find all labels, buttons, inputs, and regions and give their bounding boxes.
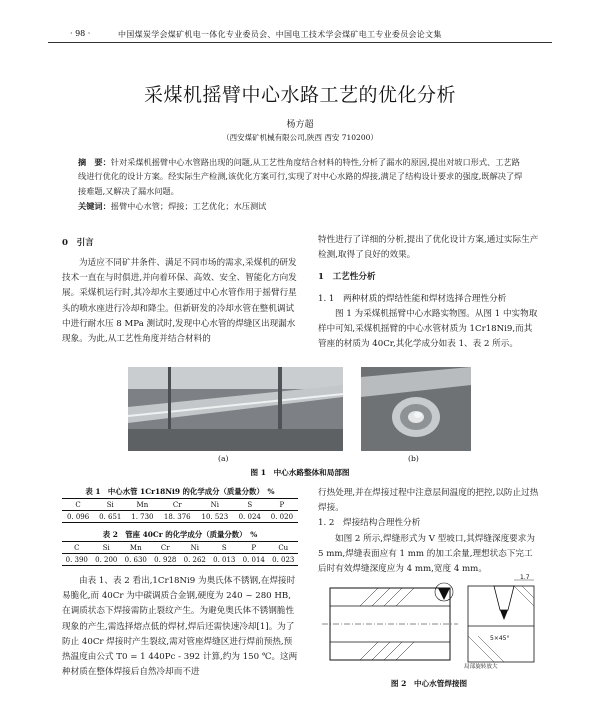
bottom-left-text: 由表 1、表 2 看出,1Cr18Ni9 为奥氏体不锈钢,在焊接时易脆化,而 40Cr 为中碳调质合金钢,硬度为 240 ~ 280 HB,在调质状态下焊接需防止裂纹产生。为避免奥氏体不锈钢脆性现象的产生,需选择熔点低的焊材,焊后还需快速冷却[1]。为了防止 40Cr 焊接时产生裂纹,需对管座焊缝区进行焊前预热,预热温度由公式 T0 = 1 440Pc - 392 计算,约为 150 ℃。这两种材质在整体焊接后自然冷却而不进 — [62, 576, 298, 678]
table-cell: 0. 023 — [272, 555, 295, 564]
table-cell: S — [247, 500, 253, 509]
figure-1a-image — [128, 367, 343, 451]
figure-1a-label: (a) — [218, 454, 229, 463]
table-cell: 0. 262 — [183, 555, 206, 564]
table-cell: Cr — [172, 500, 182, 509]
abstract-text: 针对采煤机摇臂中心水管路出现的问题,从工艺性角度结合材料的特性,分析了漏水的原因,提出对坡口形式、工艺路线进行优化的设计方案。经实际生产检测,该优化方案可行,实现了对中心水路的焊接,满足了结构设计要求的强度,既解决了焊接难题,又解决了漏水问题。 — [78, 157, 523, 196]
bottom-left-paragraph — [62, 574, 298, 680]
abstract-label: 摘 要： — [78, 157, 111, 167]
table-1-header-row — [62, 499, 298, 511]
table-2-caption: 表 2 管座 40Cr 的化学成分（质量分数） % — [102, 530, 258, 539]
table-2-value-row — [62, 554, 298, 566]
abstract — [78, 155, 523, 198]
table-1-value-row — [62, 511, 298, 523]
keywords-label: 关键词： — [78, 201, 111, 211]
figure-2-dim-1: 1.7 — [520, 574, 530, 581]
section-1-2-heading: 1. 2 焊接结构合理性分析 — [318, 518, 421, 529]
author-name: 杨方超 — [286, 120, 314, 130]
table-cell: Ni — [190, 543, 199, 552]
table-cell: Cr — [160, 543, 170, 552]
table-1 — [62, 486, 298, 523]
table-cell: 1. 730 — [131, 512, 154, 521]
table-cell: Ni — [210, 500, 220, 509]
table-cell: 0. 020 — [270, 512, 294, 521]
header-rule — [48, 42, 552, 43]
table-2-grid — [62, 541, 298, 566]
figure-1-caption: 图 1 中心水路整体和局部图 — [250, 468, 350, 477]
section-1-1-text: 图 1 为采煤机摇臂中心水路实物图。从图 1 中实物取样中可知,采煤机摇臂的中心水管材质为 1Cr18Ni9,而其管座的材质为 40Cr,其化学成分如表 1、表 2 所示。 — [318, 308, 538, 350]
figure-2-caption: 图 2 中心水管焊接图 — [390, 679, 468, 688]
right-column-top — [318, 233, 540, 352]
keywords-text: 摇臂中心水管；焊接；工艺优化；水压测试 — [110, 201, 267, 211]
table-cell: 0. 200 — [95, 555, 118, 564]
table-cell: 0. 928 — [154, 555, 177, 564]
table-1-grid — [62, 498, 298, 523]
section-0-heading: 0 引言 — [62, 238, 94, 248]
running-header: 中国煤炭学会煤矿机电一体化专业委员会、中国电工技术学会煤矿电工专业委员会论文集 — [118, 30, 442, 39]
section-1-heading: 1 工艺性分析 — [318, 272, 376, 283]
figure-2-dim-2: 5×45° — [490, 635, 510, 642]
table-cell: C — [75, 500, 81, 509]
table-cell: Si — [106, 500, 114, 509]
table-cell: Mn — [136, 500, 149, 509]
table-cell: C — [74, 543, 80, 552]
section-1-2-text: 如图 2 所示,焊缝形式为 V 型坡口,其焊缝深度要求为 5 mm,焊缝表面应有 1 mm 的加工余量,理想状态下完工后时有效焊缝深度应为 4 mm,宽度 4 mm。 — [318, 533, 535, 575]
figure-1b-label: (b) — [408, 454, 419, 463]
intro-text: 为适应不同矿井条件、满足不同市场的需求,采煤机的研发技术一直在与时俱进,并向着环保、高效、安全、智能化方向发展。采煤机运行时,其冷却水主要通过中心水管作用于摇臂行星头的喷水座进行冷却和降尘。但新研发的冷却水管在整机调试中进行耐水压 8 MPa 测试时,发现中心水管的焊缝区出现漏水现象。为此,从工艺性角度并结合材料的 — [62, 258, 297, 345]
intro-paragraph — [62, 256, 298, 347]
table-cell: 0. 013 — [213, 555, 236, 564]
continued-text: 特性进行了详细的分析,提出了优化设计方案,通过实际生产检测,取得了良好的效果。 — [318, 235, 539, 261]
figure-1a-photo — [128, 367, 343, 451]
figure-2-drawing — [318, 574, 540, 672]
table-cell: 0. 390 — [65, 555, 88, 564]
section-1-1-heading: 1. 1 两种材质的焊结性能和焊材选择合理性分析 — [318, 293, 507, 304]
table-cell: P — [279, 500, 285, 509]
figure-1b-photo — [361, 367, 471, 451]
table-cell: 18. 376 — [163, 512, 191, 521]
figure-2-zoom-note: 局部旋转放大 — [464, 664, 498, 670]
table-cell: Mn — [129, 543, 142, 552]
figure-2 — [318, 574, 540, 672]
bottom-right-text-1: 行热处理,并在焊接过程中注意层间温度的把控,以防止过热焊接。 — [318, 488, 539, 514]
figure-1b-image — [361, 367, 471, 451]
table-cell: 0. 651 — [99, 512, 122, 521]
table-cell: 0. 630 — [124, 555, 147, 564]
table-cell: 10. 523 — [201, 512, 229, 521]
affiliation: （西安煤矿机械有限公司,陕西 西安 710200） — [222, 133, 378, 142]
keywords — [78, 199, 523, 214]
table-cell: Si — [102, 543, 110, 552]
table-cell: 0. 096 — [66, 512, 90, 521]
paper-title: 采煤机摇臂中心水路工艺的优化分析 — [143, 84, 456, 106]
table-cell: 0. 024 — [238, 512, 261, 521]
bottom-right-column — [318, 486, 540, 577]
table-cell: Cu — [278, 543, 289, 552]
table-cell: S — [221, 543, 227, 552]
table-2 — [62, 529, 298, 566]
table-2-header-row — [62, 542, 298, 554]
table-cell: 0. 014 — [242, 555, 265, 564]
table-cell: P — [251, 543, 257, 552]
page-number: · 98 · — [70, 29, 91, 38]
table-1-caption: 表 1 中心水管 1Cr18Ni9 的化学成分（质量分数） % — [85, 487, 275, 496]
